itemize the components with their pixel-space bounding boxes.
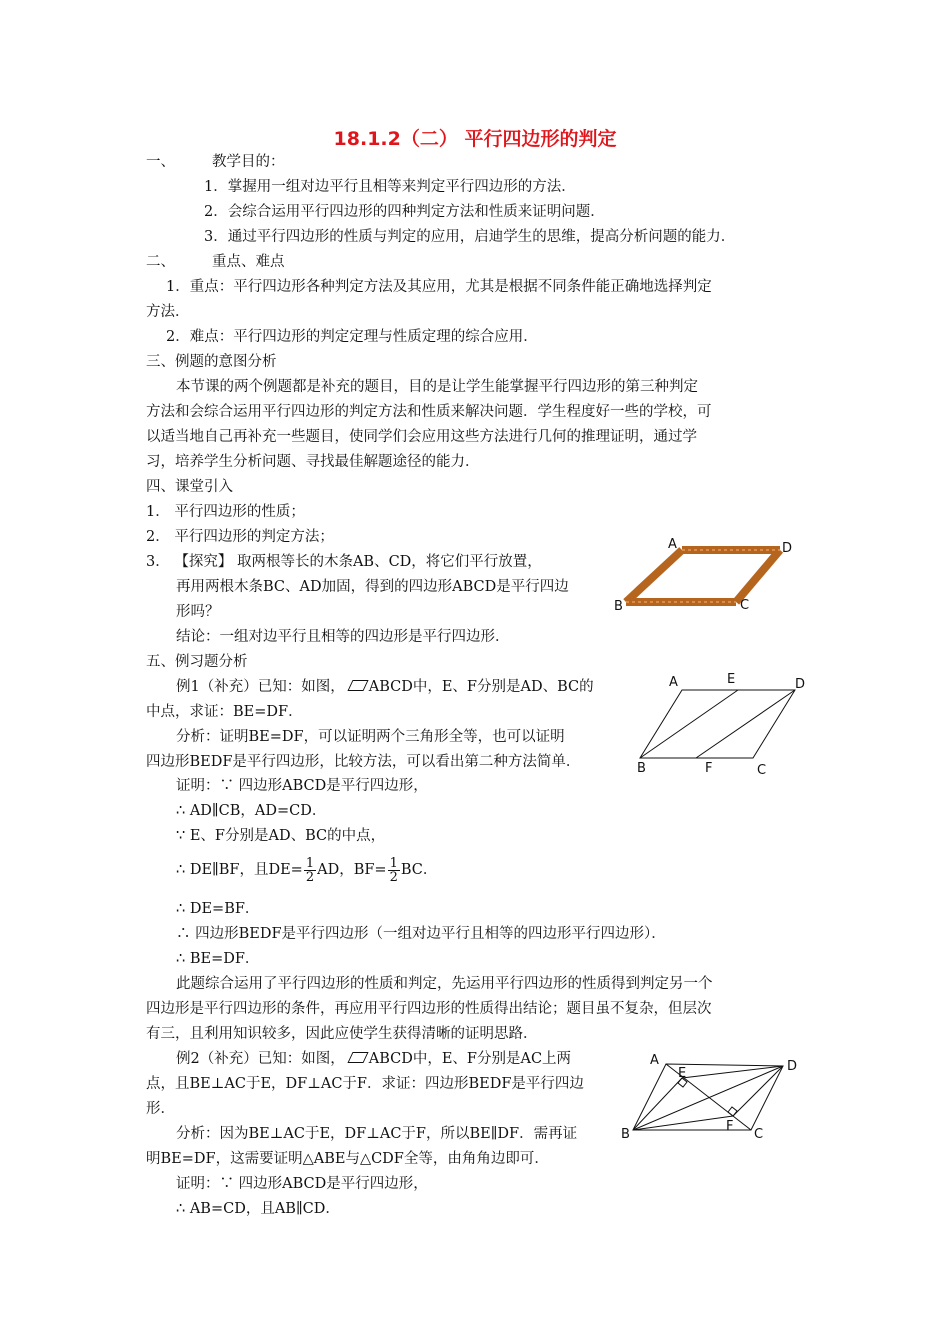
page-title: 18.1.2（二） 平行四边形的判定: [333, 128, 617, 150]
proof-1-line-6: ∴ 四边形BEDF是平行四边形（一组对边平行且相等的四边形平行四边形）．: [176, 926, 666, 942]
conclusion: 结论：一组对边平行且相等的四边形是平行四边形．: [176, 629, 510, 645]
fig3-label-f: F: [726, 1119, 734, 1134]
section-3-heading: 三、例题的意图分析: [146, 354, 277, 370]
proof-1-ad-bf: AD，BF=: [317, 862, 387, 878]
proof-2-line-1: 证明：∵ 四边形ABCD是平行四边形，: [176, 1176, 428, 1192]
fig2-label-c: C: [757, 763, 767, 778]
summary-line-3: 有三，且利用知识较多，因此应使学生获得清晰的证明思路．: [146, 1026, 538, 1042]
intro-item-1: 1． 平行四边形的性质；: [146, 504, 305, 520]
intro-item-3-cont: 再用两根木条BC、AD加固，得到的四边形ABCD是平行四边: [176, 579, 569, 595]
proof-1-line-5: ∴ DE=BF．: [176, 901, 260, 917]
example-2-given: ABCD中，E、F分别是AC上两: [368, 1051, 572, 1067]
key-point: 1．重点：平行四边形各种判定方法及其应用，尤其是根据不同条件能正确地选择判定: [166, 279, 712, 295]
fig2-label-d: D: [795, 677, 806, 692]
fig1-label-c: C: [740, 598, 750, 613]
parallelogram-symbol-icon: [347, 680, 368, 691]
fig1-label-b: B: [614, 599, 623, 614]
fig2-label-a: A: [669, 675, 678, 690]
section-5-heading: 五、例习题分析: [146, 654, 248, 670]
difficult-point: 2．难点：平行四边形的判定定理与性质定理的综合应用．: [166, 329, 538, 345]
fig1-label-d: D: [782, 541, 792, 556]
objective-3: 3．通过平行四边形的性质与判定的应用，启迪学生的思维，提高分析问题的能力．: [204, 229, 736, 245]
fraction-half: [304, 857, 316, 884]
fig3-label-d: D: [787, 1059, 798, 1074]
example-2-figure: [618, 1050, 808, 1146]
intent-line-2: 方法和会综合运用平行四边形的判定方法和性质来解决问题．学生程度好一些的学校，可: [146, 404, 712, 420]
example-1-figure: [635, 668, 815, 780]
wood-strips: [626, 550, 780, 602]
fig2-label-f: F: [705, 761, 713, 776]
example-2-line-3: 形．: [146, 1101, 175, 1117]
key-point-cont: 方法．: [146, 304, 190, 320]
fig2-label-e: E: [727, 672, 736, 687]
objective-1: 1．掌握用一组对边平行且相等来判定平行四边形的方法．: [204, 179, 576, 195]
example-2-analysis-1: 分析：因为BE⊥AC于E，DF⊥AC于F，所以BE∥DF．需再证: [176, 1126, 578, 1142]
proof-1-line-4: [176, 855, 437, 885]
proof-1-de-bf: ∴ DE∥BF，且DE=: [176, 862, 303, 878]
proof-1-line-2: ∴ AD∥CB，AD=CD．: [176, 803, 327, 819]
intro-item-2: 2． 平行四边形的判定方法；: [146, 529, 334, 545]
example-1-line-2: 中点，求证：BE=DF．: [146, 704, 303, 720]
example-2-analysis-2: 明BE=DF，这需要证明△ABE与△CDF全等，由角角边即可．: [146, 1151, 549, 1167]
section-1-heading: 教学目的：: [212, 154, 285, 170]
section-1-number: 一、: [146, 154, 175, 170]
objective-2: 2．会综合运用平行四边形的四种判定方法和性质来证明问题．: [204, 204, 605, 220]
proof-1-line-7: ∴ BE=DF．: [176, 951, 260, 967]
wood-parallelogram-figure: [612, 534, 792, 614]
fig3-label-b: B: [621, 1127, 630, 1142]
summary-line-2: 四边形是平行四边形的条件，再应用平行四边形的性质得出结论；题目虽不复杂，但层次: [146, 1001, 712, 1017]
intro-item-3-end: 形吗？: [176, 604, 220, 620]
fraction-denominator-2: 2: [389, 869, 398, 885]
fraction-denominator: 2: [305, 869, 315, 885]
right-angle-mark-f: [728, 1107, 737, 1116]
fig3-label-e: E: [678, 1066, 687, 1081]
proof-1-line-1: 证明：∵ 四边形ABCD是平行四边形，: [176, 778, 428, 794]
fraction-numerator: 1: [305, 855, 315, 871]
fig3-label-a: A: [650, 1053, 659, 1068]
fig2-label-b: B: [637, 761, 646, 776]
section-2-number: 二、: [146, 254, 175, 270]
intent-line-1: 本节课的两个例题都是补充的题目，目的是让学生能掌握平行四边形的第三种判定: [176, 379, 698, 395]
proof-1-bc: BC．: [400, 862, 438, 878]
summary-line-1: 此题综合运用了平行四边形的性质和判定，先运用平行四边形的性质得到判定另一个: [176, 976, 713, 992]
intent-line-4: 习，培养学生分析问题、寻找最佳解题途径的能力．: [146, 454, 480, 470]
proof-2-line-2: ∴ AB=CD，且AB∥CD．: [176, 1201, 340, 1217]
example-2-intro: 例2（补充）已知：如图，: [176, 1051, 345, 1067]
example-1-intro: 例1（补充）已知：如图，: [176, 679, 345, 695]
example-1-given: ABCD中，E、F分别是AD、BC的: [368, 679, 594, 695]
example-2-line-1: [176, 1049, 571, 1069]
fraction-numerator-2: 1: [389, 855, 398, 871]
example-2-line-2: 点，且BE⊥AC于E，DF⊥AC于F．求证：四边形BEDF是平行四边: [146, 1076, 584, 1092]
fraction-half-2: [388, 857, 400, 884]
fig3-label-c: C: [754, 1127, 764, 1142]
example-1-analysis-2: 四边形BEDF是平行四边形，比较方法，可以看出第二种方法简单．: [146, 754, 581, 770]
parallelogram-symbol-icon-2: [347, 1052, 368, 1063]
example-1-line-1: [176, 677, 594, 697]
fig1-label-a: A: [668, 537, 677, 552]
section-4-heading: 四、课堂引入: [146, 479, 233, 495]
example-1-analysis-1: 分析：证明BE=DF，可以证明两个三角形全等，也可以证明: [176, 729, 565, 745]
proof-1-line-3: ∵ E、F分别是AD、BC的中点，: [176, 828, 386, 844]
section-2-heading: 重点、难点: [212, 254, 285, 270]
intro-item-3: 3． 【探究】 取两根等长的木条AB、CD，将它们平行放置，: [146, 554, 542, 570]
intent-line-3: 以适当地自己再补充一些题目，使同学们会应用这些方法进行几何的推理证明，通过学: [146, 429, 697, 445]
